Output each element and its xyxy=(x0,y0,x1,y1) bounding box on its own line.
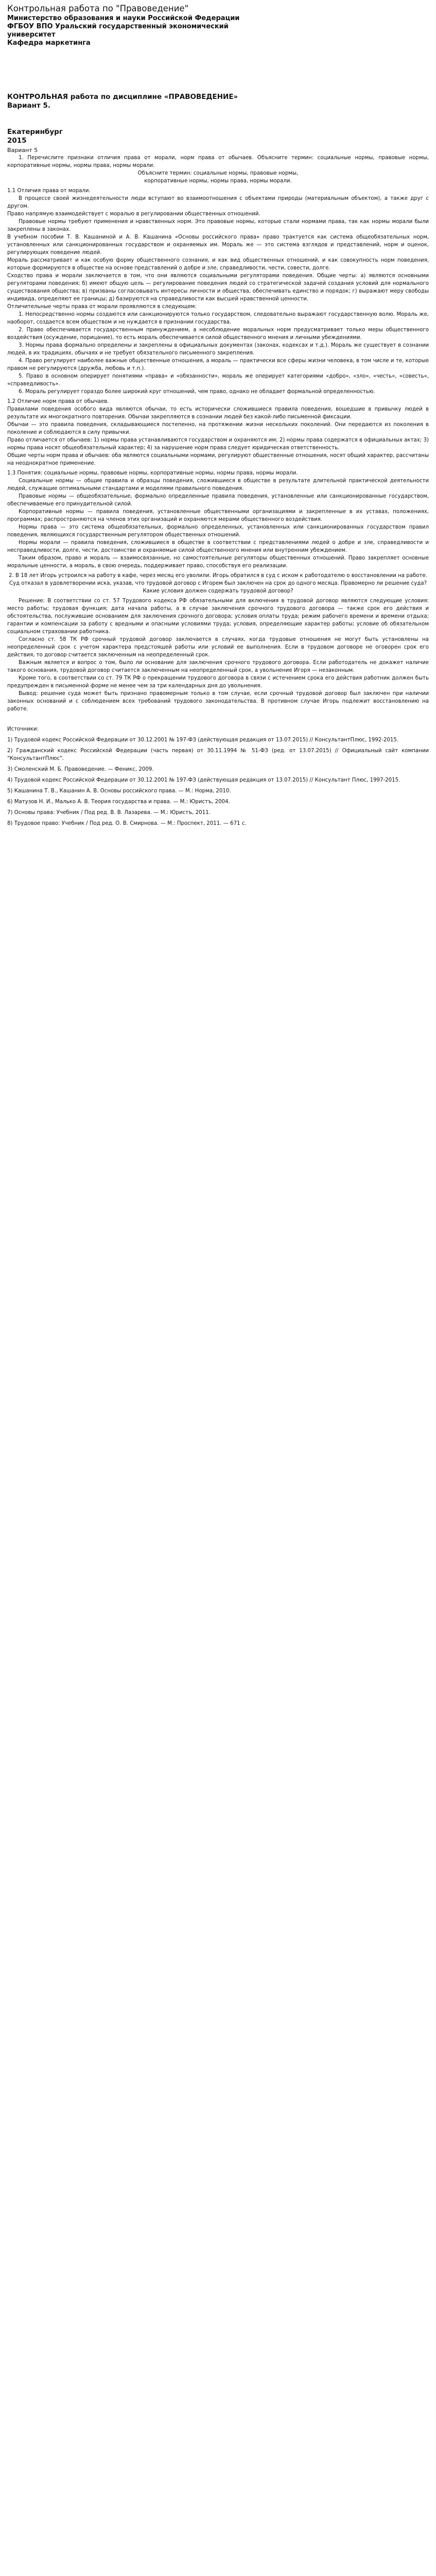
source-item: 6) Матузов Н. И., Малько А. В. Теория государства и права. — М.: Юристъ, 2004. xyxy=(7,799,230,805)
paragraph: Согласно ст. 58 ТК РФ срочный трудовой договор заключается в случаях, когда трудовые отношения не могут быть установлены на неопределенный срок с учетом характера предстоящей работы или условий ее выполнения. Если в трудовом договоре не оговорен срок его действия, то договор считается заключенным на неопределенный срок. xyxy=(7,637,429,658)
paragraph: Сходство права и морали заключается в том, что они являются социальными регуляторами поведения. Общие черты: а) являются основными регуляторами поведения; б) имеют общую цель — регулирование поведения людей со стратегической задачей создания условий для нормального существования общества; в) призваны согласовывать интересы личности и общества, обеспечивать единство и порядок; г) выражают меру свободы индивида, определяют ее границы; д) базируются на справедливости как высшей нравственной ценности. xyxy=(7,273,429,302)
subtitle-line: Объясните термин: социальные нормы, правовые нормы, xyxy=(137,171,299,176)
question-2: 2. В 18 лет Игорь устроился на работу в кафе, через месяц его уволили. Игорь обратился в суд с иском к работодателю о восстановлении на работе. Суд отказал в удовлетворении иска, указав, что трудовой договор с Игорем был заключен на срок до одного месяца. Правомерно ли решение суда? Какие условия должен содержать трудовой договор? xyxy=(9,573,427,594)
paragraph: Нормы права — это система общеобязательных, формально определенных, установленных или санкционированных государством правил поведения, являющихся государственным регулятором общественных отношений. xyxy=(7,524,429,538)
paragraph: В процессе своей жизнедеятельности люди вступают во взаимоотношения с объектами природы (материальным объектом), а также друг с другом. xyxy=(7,196,429,209)
document-body xyxy=(7,154,429,713)
paragraph: Общие черты норм права и обычаев: оба являются социальными нормами, регулируют общественные отношения, носят общий характер, рассчитаны на неоднократное применение. xyxy=(7,453,429,466)
source-item: 5) Кашанина Т. В., Кашанин А. В. Основы российского права. — М.: Норма, 2010. xyxy=(7,788,231,794)
section-heading: 1.1 Отличия права от морали. xyxy=(7,188,91,194)
section-heading: 1.3 Понятия: социальные нормы, правовые нормы, корпоративные нормы, нормы права, нормы морали. xyxy=(7,470,298,476)
paragraph: 4. Право регулирует наиболее важные общественные отношения, а мораль — практически все сферы жизни человека, в том числе и те, которые правом не регулируются (дружба, любовь и т.п.). xyxy=(7,358,429,371)
header-line: ФГБОУ ВПО Уральский государственный экономический xyxy=(7,23,229,30)
year: 2015 xyxy=(7,137,27,145)
paragraph: В учебном пособии Т. В. Кашаниной и А. В. Кашанина «Основы российского права» право трактуется как система общеобязательных норм, установленных или санкционированных государством и охраняемых им. Мораль же — это система взглядов и представлений, норм и оценок, регулирующих поведение людей. xyxy=(7,234,429,256)
subtitle-line: корпоративные нормы, нормы права, нормы морали. xyxy=(144,178,292,184)
paragraph: Решение: В соответствии со ст. 57 Трудового кодекса РФ обязательными для включения в трудовой договор являются следующие условия: место работы; трудовая функция; дата начала работы, а в случае заключения срочного трудового договора — также срок его действия и обстоятельства, послужившие основанием для заключения срочного договора; условия оплаты труда; режим рабочего времени и времени отдыха; гарантии и компенсации за работу с вредными и опасными условиями труда; условия, определяющие характер работы; условие об обязательном социальном страховании работника. xyxy=(7,598,429,635)
source-item: 8) Трудовое право: Учебник / Под ред. О. В. Смирнова. — М.: Проспект, 2011. — 671 с. xyxy=(7,821,247,826)
paragraph: 5. Право в основном оперирует понятиями «права» и «обязанности», мораль же оперирует категориями «добро», «зло», «честь», «совесть», «справедливость». xyxy=(7,374,429,387)
paragraph: 3. Нормы права формально определены и закреплены в официальных документах (законах, кодексах и т.д.). Мораль же существует в сознании людей, в их традициях, обычаях и не требует обязательного письменного закрепления. xyxy=(7,343,429,356)
paragraph: Правилами поведения особого вида являются обычаи, то есть исторически сложившиеся правила поведения, вошедшие в привычку людей в результате их многократного повторения. Обычаи закрепляются в сознании людей без какой-либо письменной фиксации. xyxy=(7,406,429,420)
paragraph: 2. Право обеспечивается государственным принуждением, а несоблюдение моральных норм предусматривает только меры общественного воздействия (осуждение, порицание), то есть мораль обеспечивается силой общественного мнения и личными убеждениями. xyxy=(7,327,429,341)
source-item: 4) Трудовой кодекс Российской Федерации от 30.12.2001 № 197-ФЗ (действующая редакция от 13.07.2015) // Консультант Плюс, 1997-2015. xyxy=(7,777,400,783)
work-variant: Вариант 5. xyxy=(7,101,51,110)
paragraph: 6. Мораль регулирует гораздо более широкий круг отношений, чем право, однако не обладает формальной определенностью. xyxy=(19,389,375,395)
ministry-header xyxy=(7,14,429,47)
source-item: 3) Смоленский М. Б. Правоведение. — Феникс, 2009. xyxy=(7,767,154,772)
paragraph: 1. Непосредственно нормы создаются или санкционируются только государством, следовательно выражают государственную волю. Мораль же, наоборот, создается всем обществом и не нуждается в признании государства. xyxy=(7,312,429,325)
header-line: университет xyxy=(7,31,56,39)
paragraph: Отличительные черты права от морали проявляются в следующем: xyxy=(7,304,197,310)
paragraph: Мораль рассматривает и как особую форму общественного сознания, и как вид общественных отношений, и как совокупность норм поведения, которые формируются в обществе на основе представлений о добре и зле, справедливости, чести, совести, долге. xyxy=(7,258,429,271)
source-item: 7) Основы права: Учебник / Под ред. В. В. Лазарева. — М.: Юристъ, 2011. xyxy=(7,810,211,816)
source-item: 1) Трудовой кодекс Российской Федерации от 30.12.2001 № 197-ФЗ (действующая редакция от 13.07.2015) // КонсультантПлюс, 1992-2015. xyxy=(7,737,399,743)
spacer xyxy=(7,110,429,128)
paragraph: Нормы морали — правила поведения, сложившиеся в обществе в соответствии с представлениями людей о добре и зле, справедливости и несправедливости, долге, чести, достоинстве и охраняемые силой общественного мнения или внутренним убеждением. xyxy=(7,540,429,553)
section-heading: 1.2 Отличие норм права от обычаев. xyxy=(7,399,109,404)
document-title: Контрольная работа по "Правоведение" xyxy=(7,4,189,13)
paragraph: Корпоративные нормы — правила поведения, установленные общественными организациями и закрепленные в их уставах, положениях, программах; распространяются на членов этих организаций и охраняются мерами общественного воздействия. xyxy=(7,509,429,522)
variant-line: Вариант 5 xyxy=(7,147,38,154)
paragraph: Таким образом, право и мораль — взаимосвязанные, но самостоятельные регуляторы общественных отношений. Право закрепляет основные моральные ценности, а мораль, в свою очередь, поддерживает право, способствуя его реализации. xyxy=(7,555,429,569)
city: Екатеринбург xyxy=(7,128,63,136)
paragraph: Правовые нормы требуют применения и нравственных норм. Это правовые нормы, которые стали нормами права, так как нормы морали были закреплены в законах. xyxy=(7,219,429,232)
paragraph: Кроме того, в соответствии со ст. 79 ТК РФ о прекращении трудового договора в связи с истечением срока его действия работник должен быть предупрежден в письменной форме не менее чем за три календарных дня до увольнения. xyxy=(7,675,429,689)
sources-section xyxy=(7,725,429,827)
header-line: Министерство образования и науки Российской Федерации xyxy=(7,14,240,22)
work-title: КОНТРОЛЬНАЯ работа по дисциплине «ПРАВОВЕДЕНИЕ» xyxy=(7,93,238,101)
paragraph: Вывод: решение суда может быть признано правомерным только в том случае, если срочный трудовой договор был заключен при наличии законных оснований и с соблюдением всех требований трудового законодательства. В противном случае Игорь подлежит восстановлению на работе. xyxy=(7,691,429,712)
paragraph: Право отличается от обычаев: 1) нормы права устанавливаются государством и охраняются им; 2) нормы права содержатся в официальных актах; 3) нормы права носят общеобязательный характер; 4) за нарушение норм права следует юридическая ответственность. xyxy=(7,437,429,451)
paragraph: Важным является и вопрос о том, было ли основание для заключения срочного трудового договора. Если работодатель не докажет наличие такого основания, трудовой договор считается заключенным на неопределенный срок, а увольнение Игоря — незаконным. xyxy=(7,660,429,673)
paragraph: Социальные нормы — общие правила и образцы поведения, сложившиеся в обществе в результате длительной практической деятельности людей, служащие оптимальными стандартами и моделями правильного поведения. xyxy=(7,478,429,492)
source-item: 2) Гражданский кодекс Российской Федерации (часть первая) от 30.11.1994 № 51-ФЗ (ред. от 13.07.2015) // Официальный сайт компании "КонсультантПлюс". xyxy=(7,748,429,761)
paragraph: Правовые нормы — общеобязательные, формально определенные правила поведения, установленные или санкционированные государством, обеспечиваемые его принудительной силой. xyxy=(7,494,429,507)
paragraph: Обычаи — это правила поведения, складывающиеся постепенно, на протяжении жизни нескольких поколений. Они передаются из поколения в поколение и соблюдаются в силу привычки. xyxy=(7,422,429,435)
spacer xyxy=(7,47,429,93)
sources-title: Источники: xyxy=(7,726,39,732)
paragraph: Право напрямую взаимодействует с моралью в регулировании общественных отношений. xyxy=(7,211,260,217)
question-1: 1. Перечислите признаки отличия права от морали, норм права от обычаев. Объясните термин: социальные нормы, правовые нормы, корпоративные нормы, нормы права, нормы морали. xyxy=(7,155,429,168)
header-line: Кафедра маркетинга xyxy=(7,39,91,47)
